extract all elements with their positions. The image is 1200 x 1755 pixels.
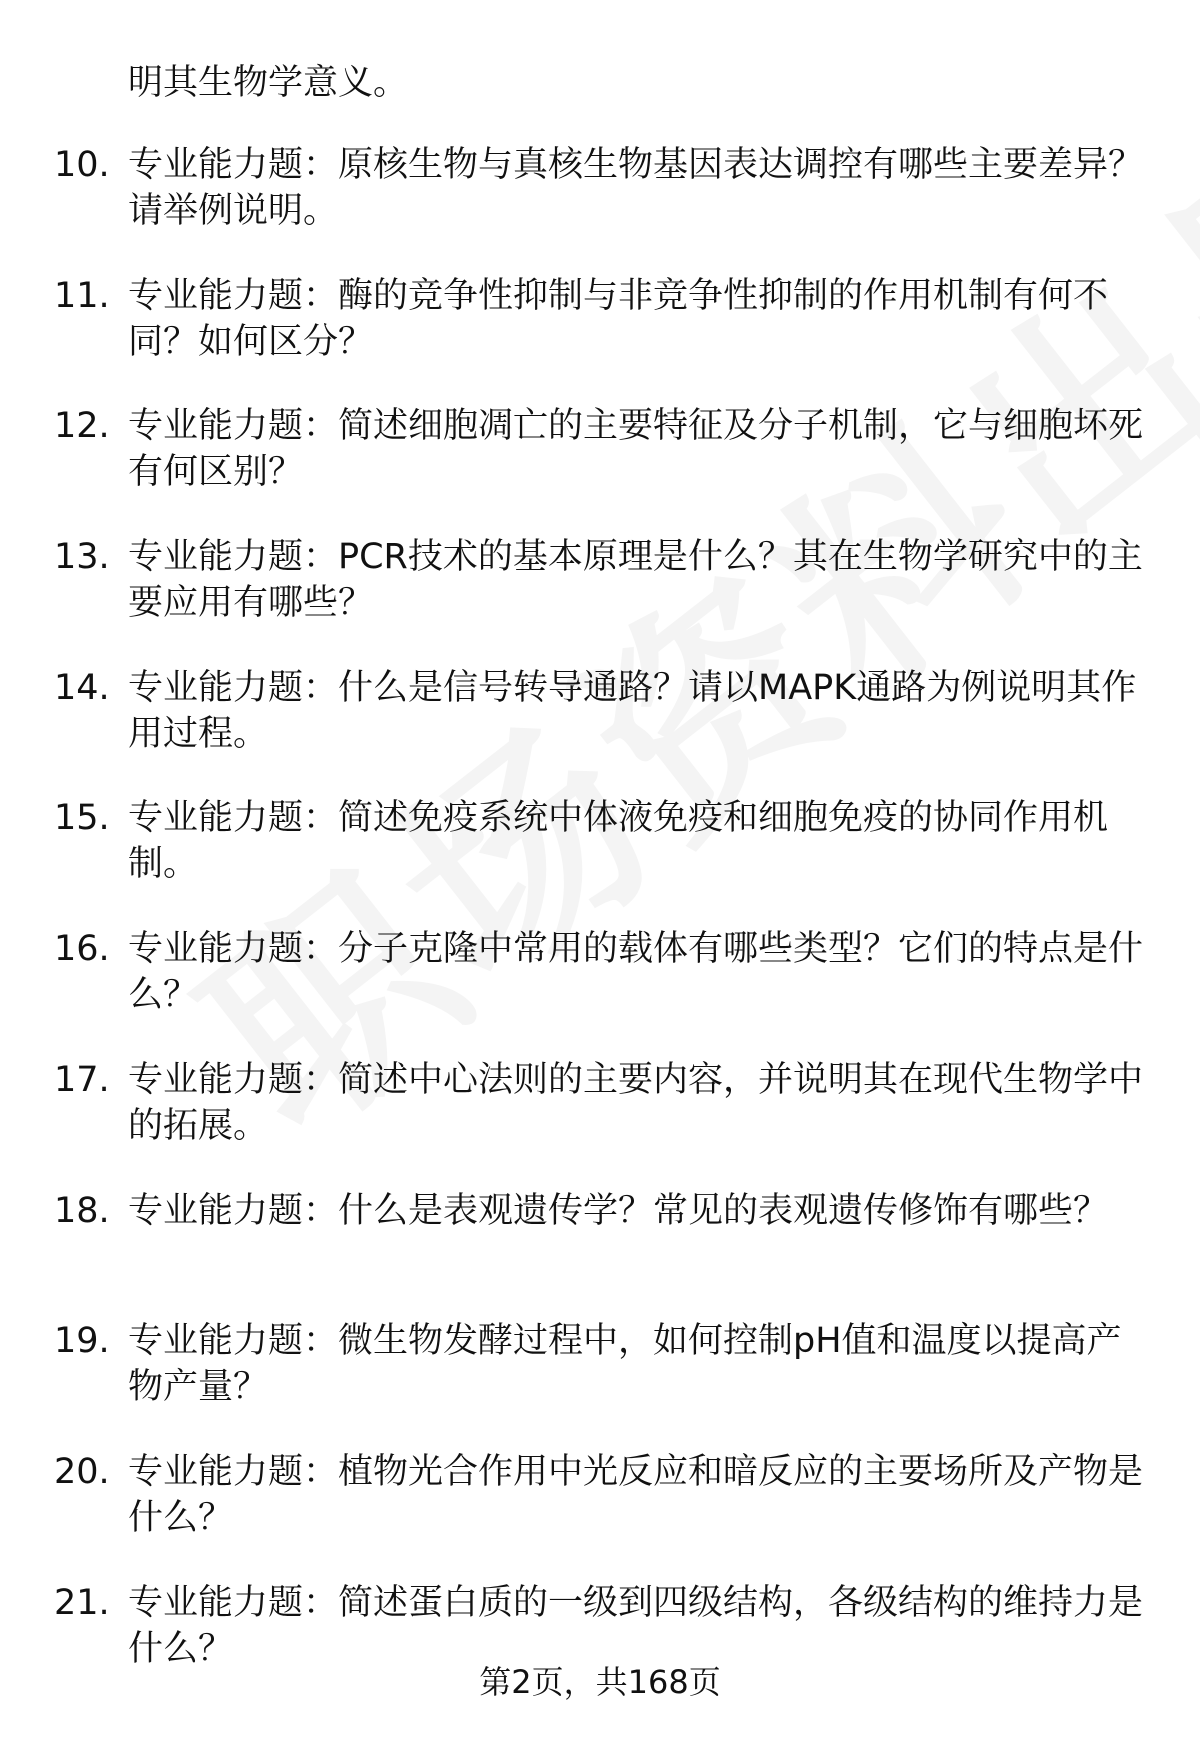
question-number: 10. <box>54 145 110 185</box>
question-number: 18. <box>54 1190 110 1231</box>
question-number: 21. <box>54 1582 110 1623</box>
question-item <box>0 795 1200 926</box>
question-text: 专业能力题：植物光合作用中光反应和暗反应的主要场所及产物是什么？ <box>128 1451 1144 1538</box>
question-item <box>0 403 1200 534</box>
question-text: 专业能力题：酶的竞争性抑制与非竞争性抑制的作用机制有何不同？如何区分？ <box>128 275 1109 362</box>
continuation-text: 明其生物学意义。 <box>128 63 409 103</box>
question-number: 14. <box>54 667 110 708</box>
question-text: 专业能力题：什么是信号转导通路？请以MAPK通路为例说明其作用过程。 <box>128 667 1137 754</box>
question-text: 专业能力题：简述蛋白质的一级到四级结构，各级结构的维持力是什么？ <box>128 1582 1144 1669</box>
page-footer: 第2页，共168页 <box>479 1663 721 1701</box>
question-item <box>0 1188 1200 1319</box>
question-number: 13. <box>54 537 110 578</box>
question-number: 11. <box>54 275 110 316</box>
question-number: 17. <box>54 1059 110 1100</box>
question-item <box>0 534 1200 665</box>
question-number: 16. <box>54 929 110 970</box>
question-text: 专业能力题：PCR技术的基本原理是什么？其在生物学研究中的主要应用有哪些？ <box>128 537 1143 624</box>
question-item <box>0 1057 1200 1188</box>
question-text: 专业能力题：什么是表观遗传学？常见的表观遗传修饰有哪些？ <box>128 1190 1109 1231</box>
question-text: 专业能力题：微生物发酵过程中，如何控制pH值和温度以提高产物产量？ <box>128 1321 1122 1408</box>
question-text: 专业能力题：简述细胞凋亡的主要特征及分子机制，它与细胞坏死有何区别？ <box>128 406 1144 493</box>
question-item <box>0 1318 1200 1449</box>
question-number: 15. <box>54 798 110 839</box>
question-text: 专业能力题：简述免疫系统中体液免疫和细胞免疫的协同作用机制。 <box>128 798 1109 885</box>
question-item <box>0 926 1200 1057</box>
question-text: 专业能力题：简述中心法则的主要内容，并说明其在现代生物学中的拓展。 <box>128 1059 1144 1146</box>
question-text: 专业能力题：分子克隆中常用的载体有哪些类型？它们的特点是什么？ <box>128 929 1144 1016</box>
question-item <box>0 665 1200 796</box>
question-number: 20. <box>54 1451 110 1492</box>
question-list <box>0 142 1200 1710</box>
question-item <box>0 273 1200 404</box>
question-text: 专业能力题：原核生物与真核生物基因表达调控有哪些主要差异？请举例说明。 <box>128 145 1144 231</box>
question-number: 12. <box>54 406 110 447</box>
question-item <box>0 1449 1200 1580</box>
question-item <box>0 142 1200 273</box>
question-number: 19. <box>54 1321 110 1362</box>
